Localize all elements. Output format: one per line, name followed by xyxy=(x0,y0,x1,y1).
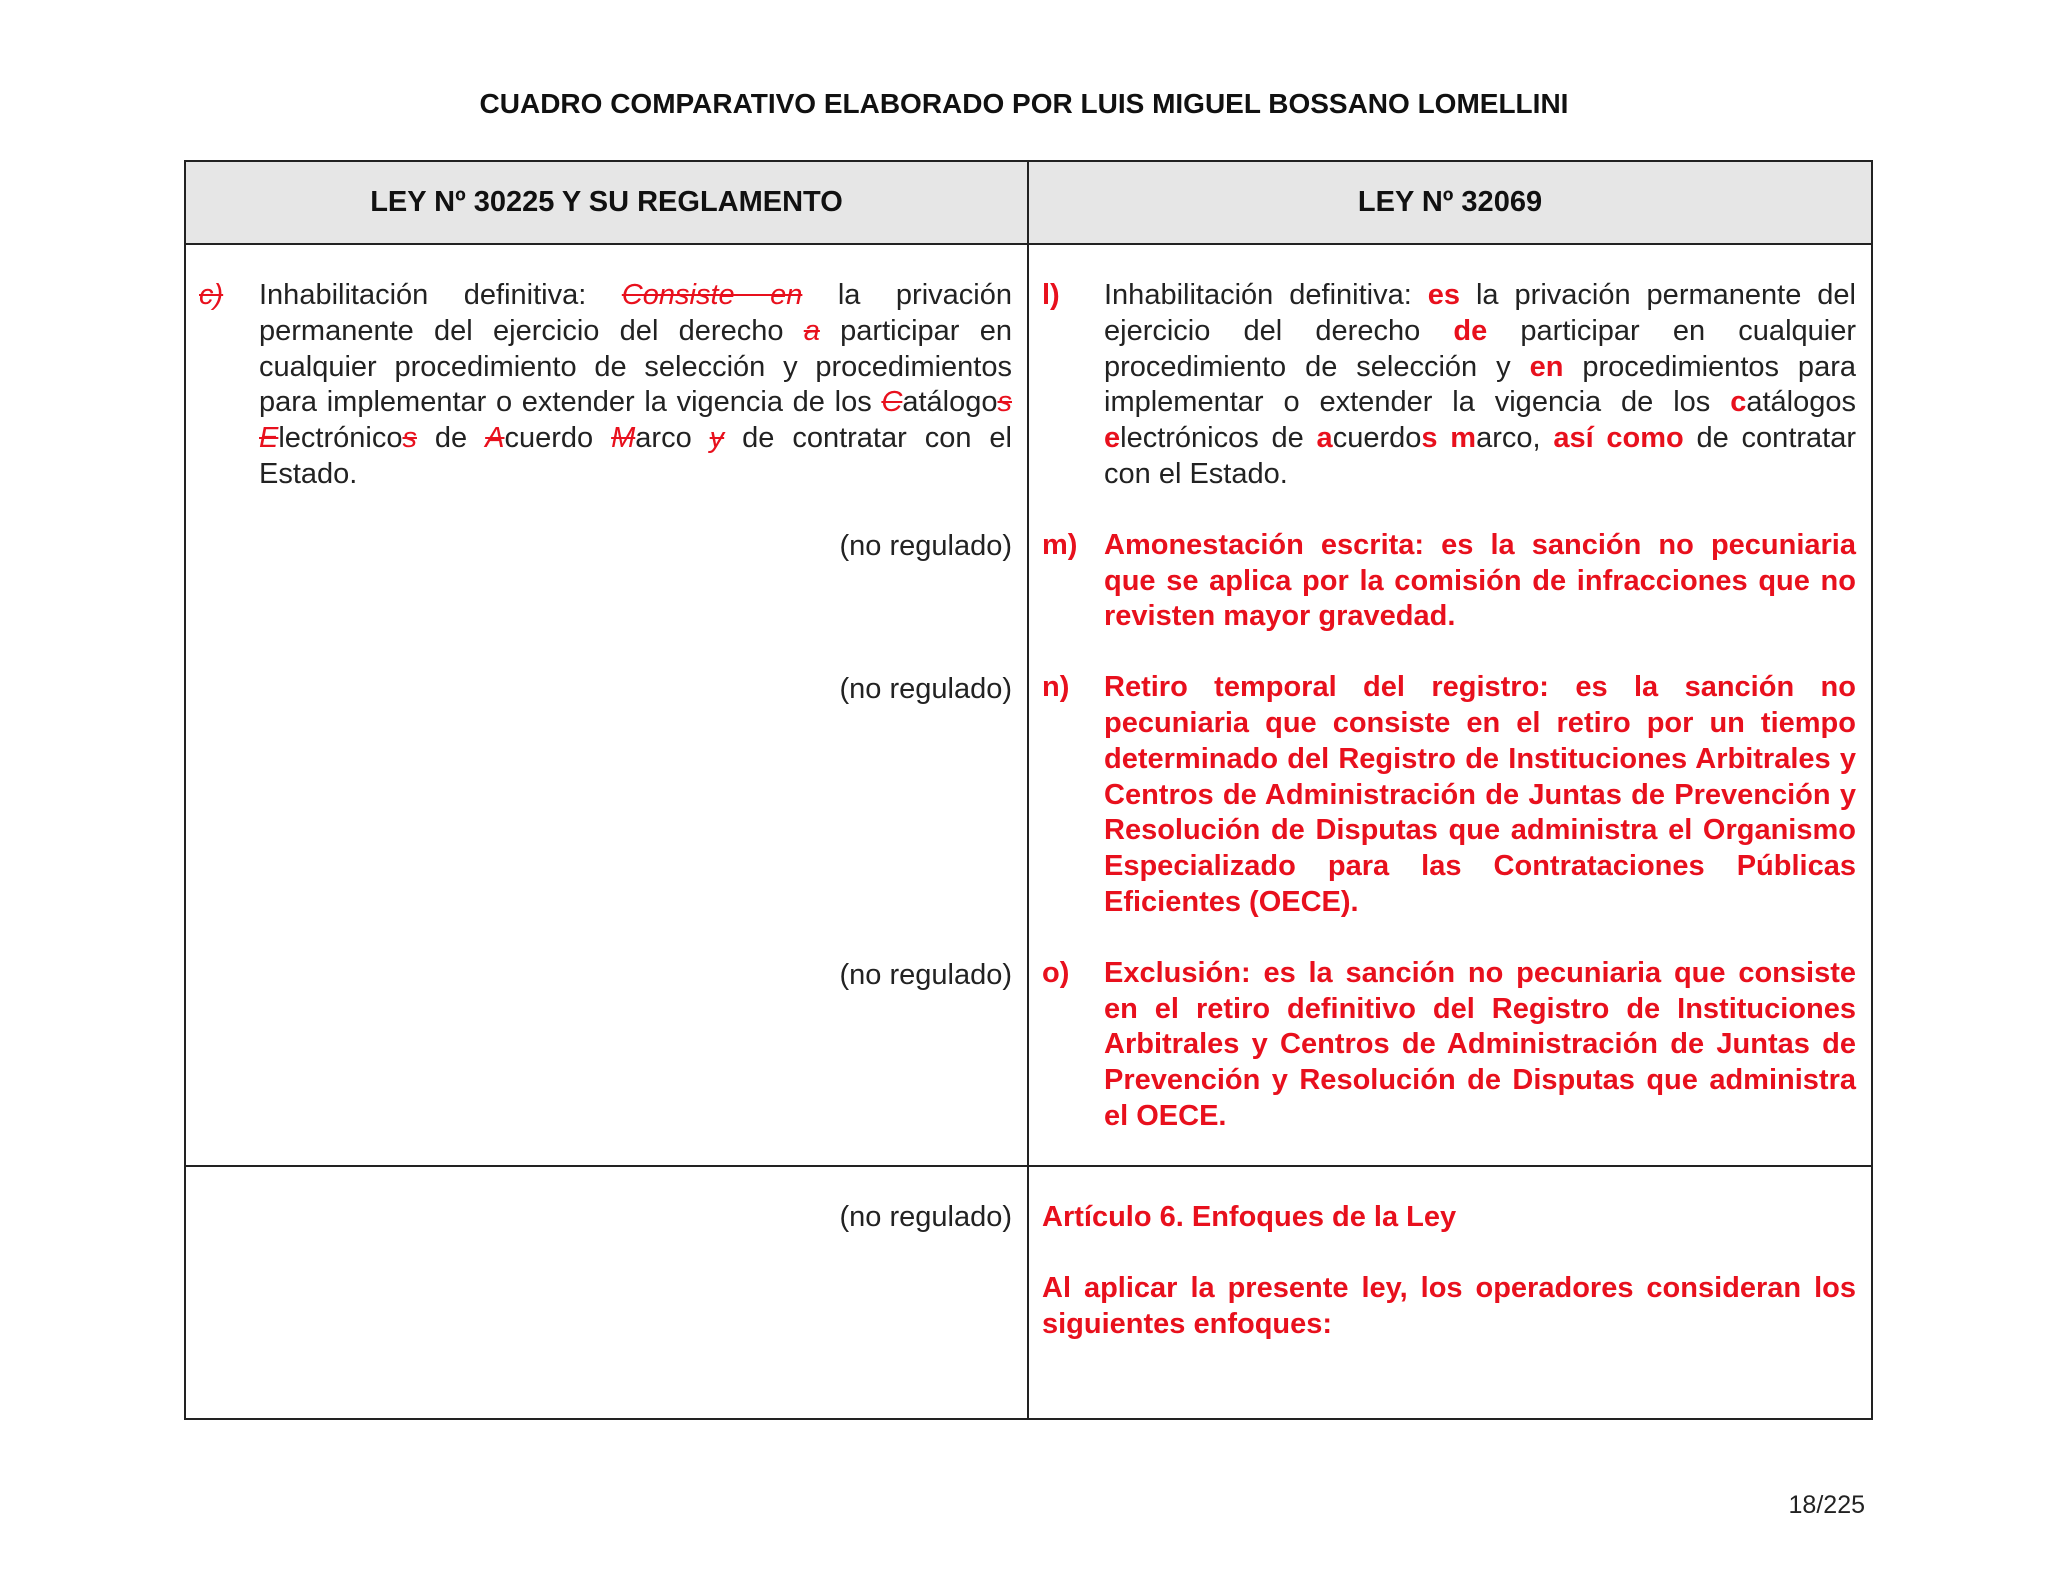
column-header-right: LEY Nº 32069 xyxy=(1028,161,1872,244)
table-header-row xyxy=(185,161,1872,244)
item-label-o: o) xyxy=(1042,956,1070,989)
no-regulado-label: (no regulado) xyxy=(839,529,1012,562)
right-cell xyxy=(1028,244,1872,1166)
article-text: Al aplicar la presente ley, los operadores consideran los siguientes enfoques: xyxy=(1042,1271,1856,1340)
table-row xyxy=(185,1166,1872,1419)
item-text-c: Inhabilitación definitiva: Consiste en la privación permanente del ejercicio del derecho a participar en cualquier procedimiento de selección y procedimientos para implementar o extender la vigencia de los Catálogos Electrónicos de Acuerdo Marco y de contratar con el Estado. xyxy=(259,279,1012,490)
right-cell xyxy=(1028,1166,1872,1419)
left-cell xyxy=(185,244,1028,1166)
right-item-n xyxy=(1042,670,1856,921)
no-regulado-label: (no regulado) xyxy=(839,959,1012,992)
item-text-l: Inhabilitación definitiva: es la privación permanente del ejercicio del derecho de participar en cualquier procedimiento de selección y en procedimientos para implementar o extender la vigencia de los catálogos electrónicos de acuerdos marco, así como de contratar con el Estado. xyxy=(1104,279,1856,490)
item-text-o: Exclusión: es la sanción no pecuniaria que consiste en el retiro definitivo del Registro de Instituciones Arbitrales y Centros de Administración de Juntas de Prevención y Resolución de Disputas que administra el OECE. xyxy=(1104,956,1856,1132)
comparison-table xyxy=(184,160,1873,1420)
item-label-l: l) xyxy=(1042,279,1060,311)
item-text-m: Amonestación escrita: es la sanción no pecuniaria que se aplica por la comisión de infracciones que no revisten mayor gravedad. xyxy=(1104,528,1856,633)
right-item-m xyxy=(1042,528,1856,635)
right-item-l xyxy=(1042,278,1856,493)
column-header-left: LEY Nº 30225 Y SU REGLAMENTO xyxy=(185,161,1028,244)
left-cell xyxy=(185,1166,1028,1419)
right-item-o xyxy=(1042,956,1856,1135)
item-label-n: n) xyxy=(1042,671,1070,704)
page-number: 18/225 xyxy=(1788,1491,1865,1519)
page-title: CUADRO COMPARATIVO ELABORADO POR LUIS MIGUEL BOSSANO LOMELLINI xyxy=(479,88,1569,119)
table-row xyxy=(185,244,1872,1166)
item-label-c: c) xyxy=(199,279,224,311)
left-item-c xyxy=(199,278,1012,493)
item-label-m: m) xyxy=(1042,528,1078,561)
article-title: Artículo 6. Enfoques de la Ley xyxy=(1042,1201,1457,1233)
no-regulado-label: (no regulado) xyxy=(839,1201,1012,1233)
item-text-n: Retiro temporal del registro: es la sanción no pecuniaria que consiste en el retiro por un tiempo determinado del Registro de Instituciones Arbitrales y Centros de Administración de Juntas de Prevención y Resolución de Disputas que administra el Organismo Especializado para las Contrataciones Públicas Eficientes (OECE). xyxy=(1104,671,1856,918)
no-regulado-label: (no regulado) xyxy=(839,672,1012,705)
